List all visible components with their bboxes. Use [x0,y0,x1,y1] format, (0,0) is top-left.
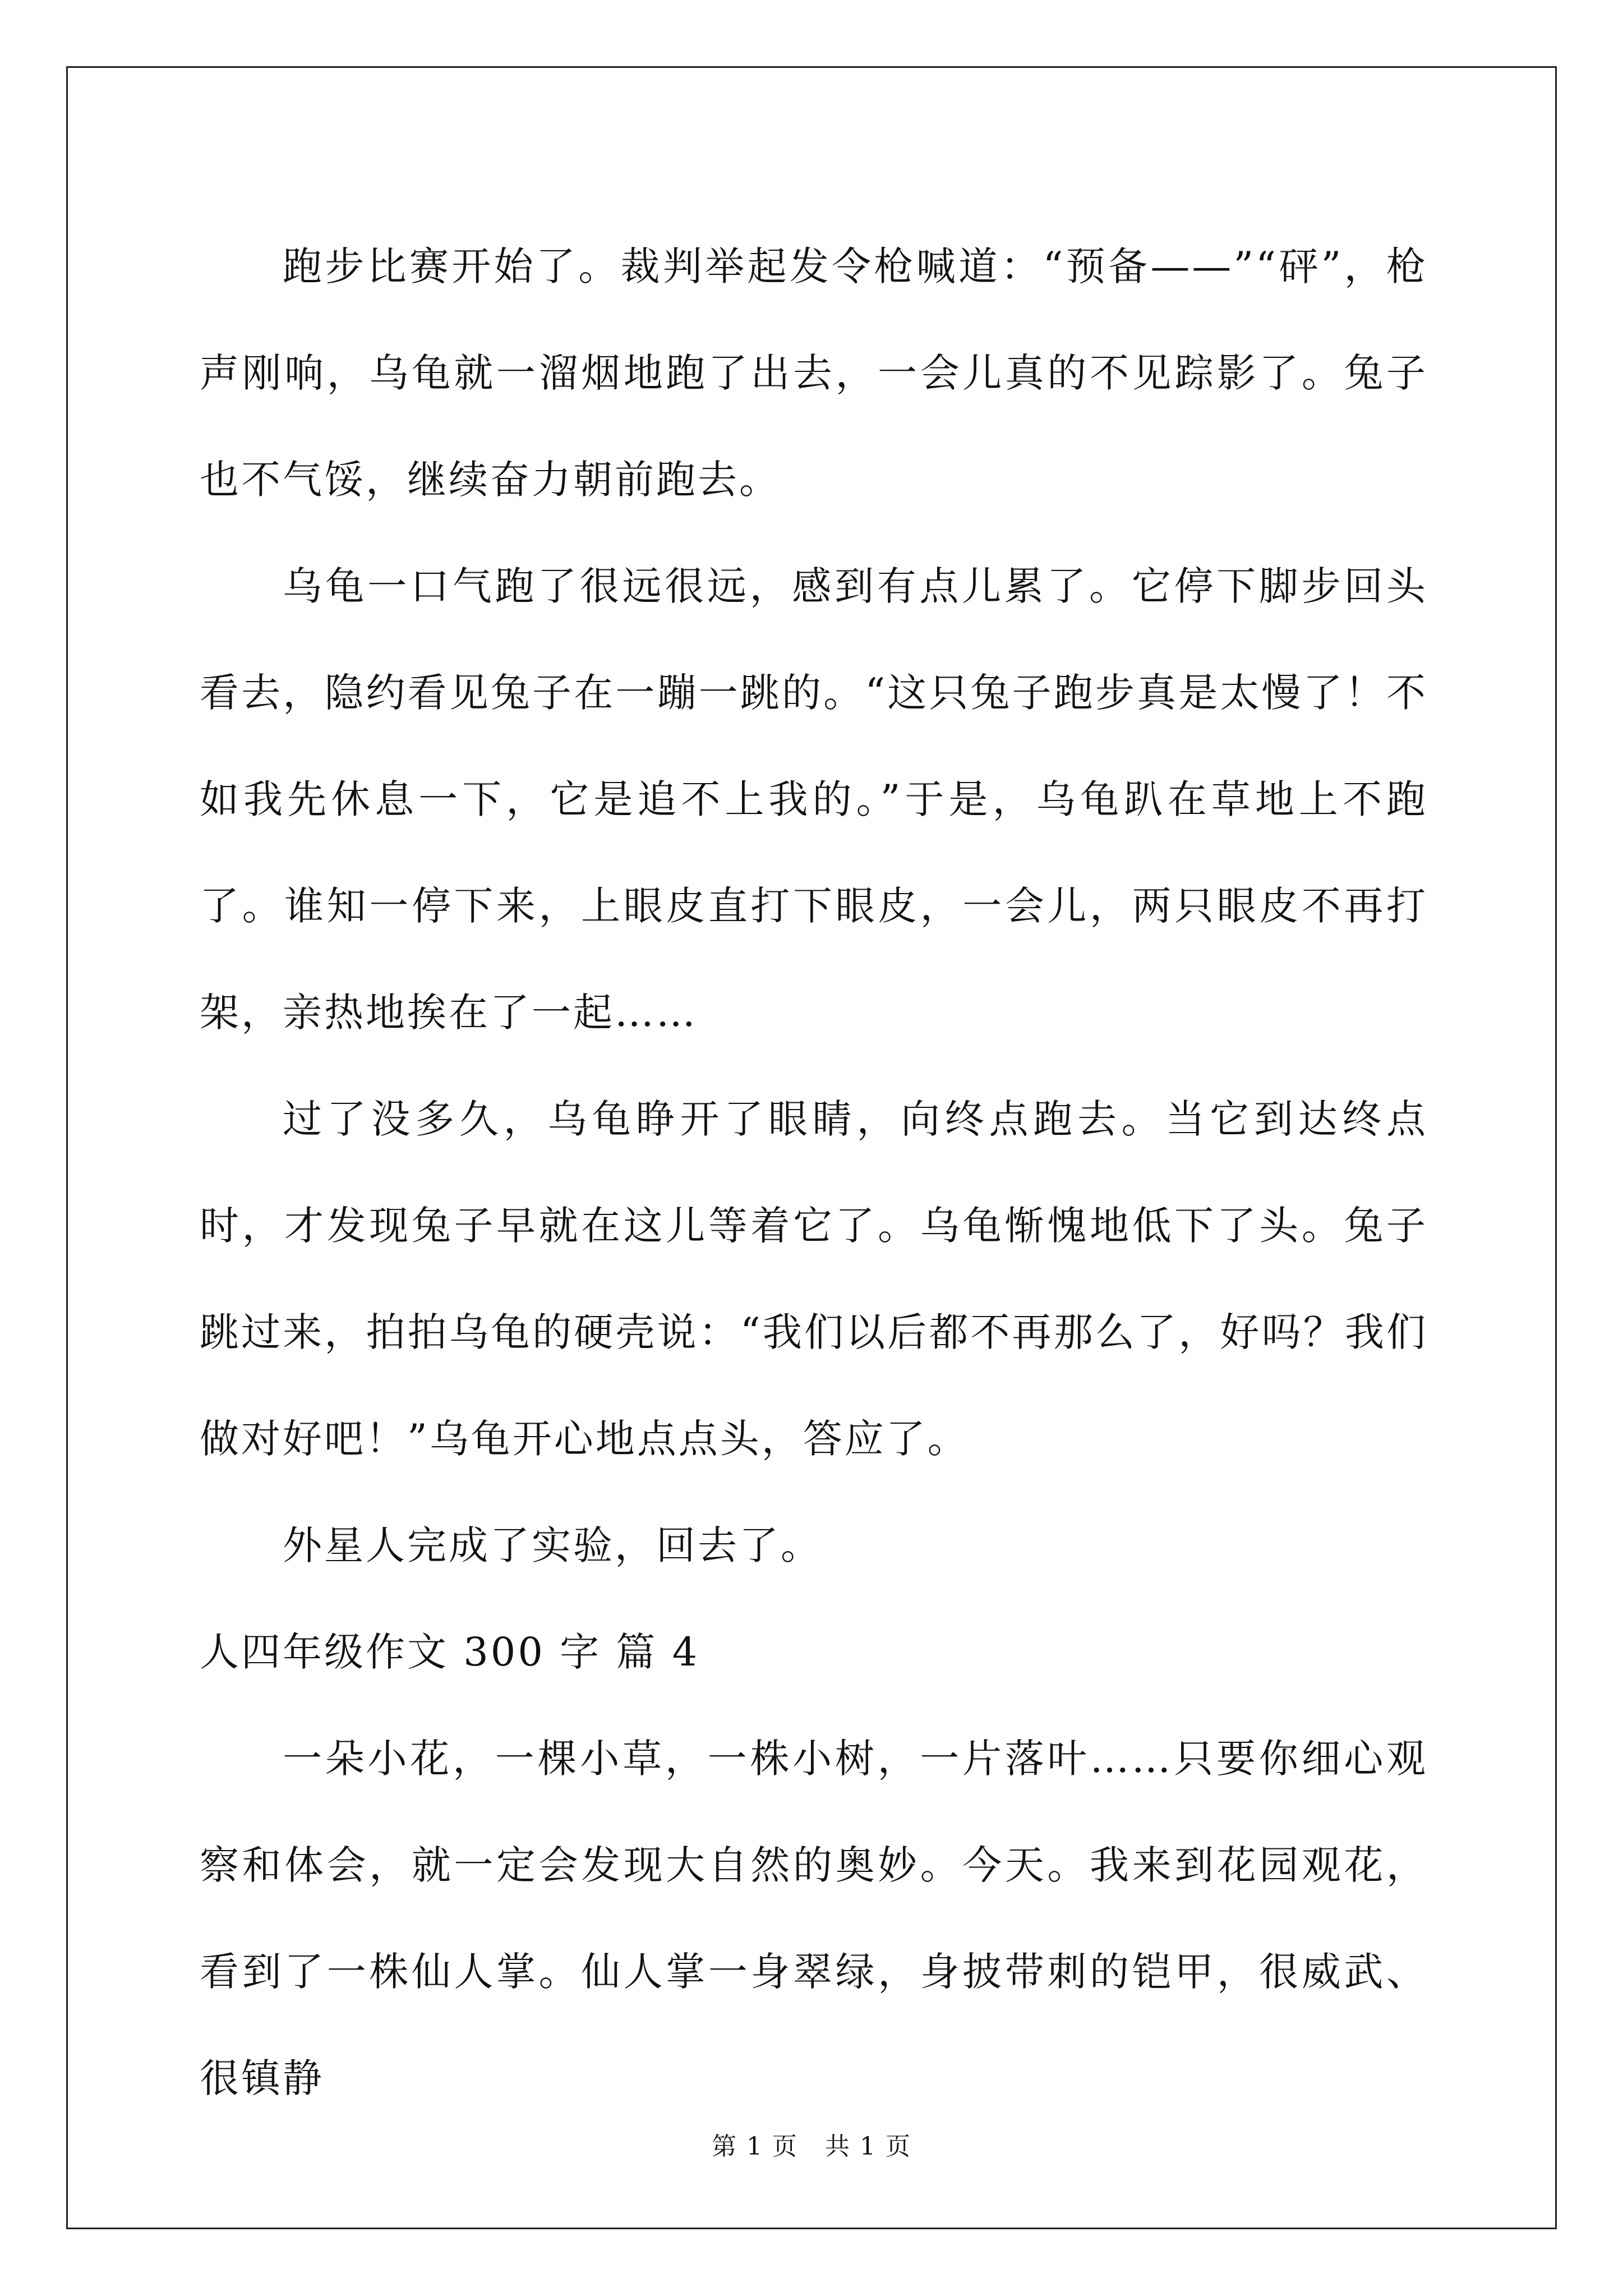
paragraph-race-start: 跑步比赛开始了。裁判举起发令枪喊道：“预备——”“砰”，枪声刚响，乌龟就一溜烟地跑了出去，一会儿真的不见踪影了。兔子也不气馁，继续奋力朝前跑去。 [200,243,1428,503]
page-total: 共 1 页 [825,2132,911,2161]
paragraph-tortoise-rest: 乌龟一口气跑了很远很远，感到有点儿累了。它停下脚步回头看去，隐约看见兔子在一蹦一跳的。“这只兔子跑步真是太慢了！不如我先休息一下，它是追不上我的。”于是，乌龟趴在草地上不跑了。谁知一停下来，上眼皮直打下眼皮，一会儿，两只眼皮不再打架，亲热地挨在了一起…… [200,563,1428,1036]
page-footer [0,2126,1623,2162]
paragraph-cactus: 一朵小花，一棵小草，一株小树，一片落叶……只要你细心观察和体会，就一定会发现大自然的奥妙。今天。我来到花园观花，看到了一株仙人掌。仙人掌一身翠绿，身披带刺的铠甲，很威武、很镇静 [200,1736,1428,2101]
essay-heading: 人四年级作文 300 字 篇 4 [200,1629,700,1675]
document-body [200,213,1428,2132]
paragraph-tortoise-wakes: 过了没多久，乌龟睁开了眼睛，向终点跑去。当它到达终点时，才发现兔子早就在这儿等着它了。乌龟惭愧地低下了头。兔子跳过来，拍拍乌龟的硬壳说：“我们以后都不再那么了，好吗？我们做对好吧！”乌龟开心地点点头，答应了。 [200,1096,1428,1462]
page-number: 第 1 页 [712,2132,798,2161]
paragraph-alien-leaves: 外星人完成了实验，回去了。 [283,1522,822,1568]
